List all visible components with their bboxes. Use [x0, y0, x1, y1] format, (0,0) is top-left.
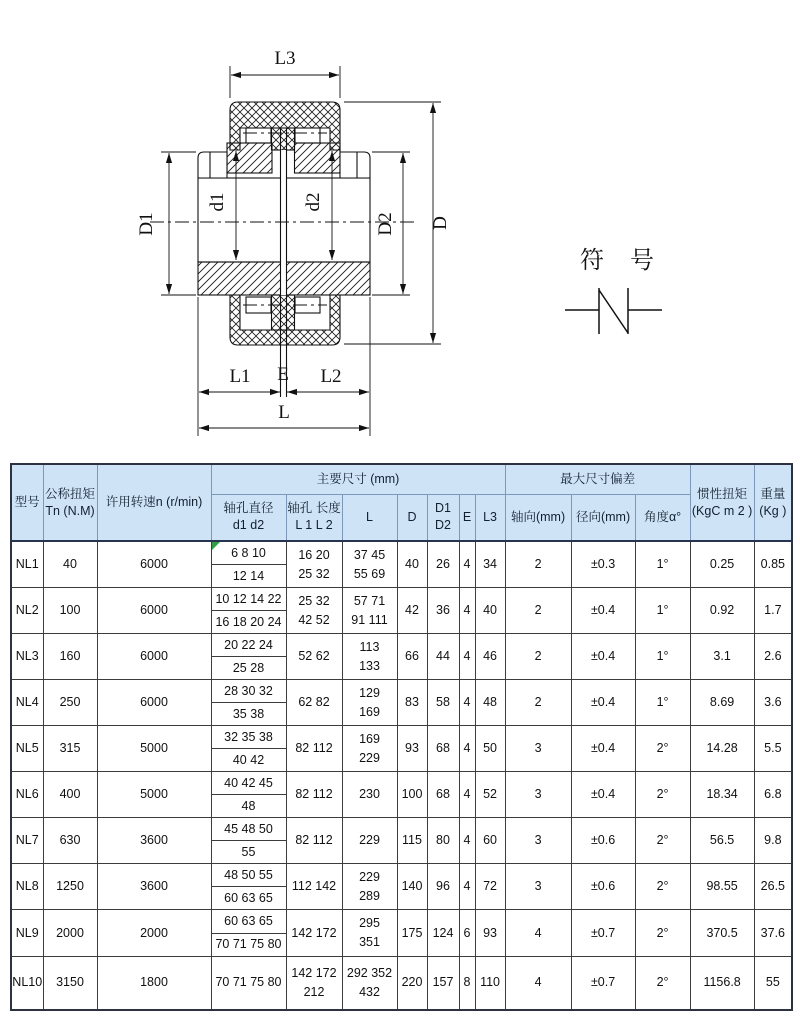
- col-header-torque-line2: Tn (N.M): [45, 503, 95, 518]
- bore-line-1: 28 30 32: [212, 680, 286, 703]
- cell-angle: 1°: [635, 634, 690, 680]
- L-line-2: 432: [359, 984, 380, 999]
- cell-L3: 60: [475, 818, 505, 864]
- cell-angle: 1°: [635, 588, 690, 634]
- cell-angle: 1°: [635, 680, 690, 726]
- cell-axial: 2: [505, 680, 571, 726]
- label-L3: L3: [274, 48, 296, 69]
- cell-torque: 250: [43, 680, 97, 726]
- cell-model: NL2: [11, 588, 43, 634]
- cell-radial: ±0.4: [571, 726, 635, 772]
- col-header-D: D: [397, 494, 427, 541]
- label-E: E: [277, 364, 289, 385]
- cell-bore-dia: [211, 772, 286, 818]
- bore-line-1: 60 63 65: [212, 911, 286, 934]
- L-line-2: 289: [359, 888, 380, 903]
- cell-torque: 1250: [43, 864, 97, 910]
- cell-bore-dia: [211, 818, 286, 864]
- cell-bore-len: 62 82: [286, 680, 342, 726]
- cell-D: 83: [397, 680, 427, 726]
- cell-E: 4: [459, 772, 475, 818]
- cell-speed: 6000: [97, 541, 211, 588]
- cell-weight: 6.8: [754, 772, 792, 818]
- bore-line-1: 20 22 24: [212, 634, 286, 657]
- cell-E: 4: [459, 634, 475, 680]
- bore-line-1: 32 35 38: [212, 726, 286, 749]
- col-header-angle: 角度α°: [635, 494, 690, 541]
- symbol-glyph: [565, 288, 662, 334]
- cell-axial: 2: [505, 541, 571, 588]
- col-header-E: E: [459, 494, 475, 541]
- cell-speed: 2000: [97, 910, 211, 957]
- cell-D1-D2: 58: [427, 680, 459, 726]
- cell-bore-len: [286, 957, 342, 1010]
- cell-torque: 630: [43, 818, 97, 864]
- cell-inertia: 98.55: [690, 864, 754, 910]
- table-row: [11, 541, 792, 588]
- cell-L: [342, 680, 397, 726]
- cell-weight: 55: [754, 957, 792, 1010]
- table-row: [11, 680, 792, 726]
- cell-bore-dia: [211, 541, 286, 588]
- cell-radial: ±0.6: [571, 864, 635, 910]
- cell-bore-len: 52 62: [286, 634, 342, 680]
- bore-line-1: 40 42 45: [212, 772, 286, 795]
- cell-E: 4: [459, 680, 475, 726]
- label-L: L: [278, 402, 290, 423]
- cell-axial: 3: [505, 864, 571, 910]
- cell-axial: 3: [505, 772, 571, 818]
- cell-model: NL7: [11, 818, 43, 864]
- cell-L3: 48: [475, 680, 505, 726]
- cell-speed: 3600: [97, 864, 211, 910]
- cell-axial: 4: [505, 957, 571, 1010]
- cell-weight: 3.6: [754, 680, 792, 726]
- bore-line-1: 6 8 10: [212, 542, 286, 565]
- cell-radial: ±0.4: [571, 680, 635, 726]
- col-header-bore-dia: [211, 494, 286, 541]
- col-header-speed: 许用转速n (r/min): [97, 464, 211, 541]
- bore-line-2: 70 71 75 80: [215, 937, 282, 951]
- cell-D: 66: [397, 634, 427, 680]
- cell-angle: 2°: [635, 772, 690, 818]
- spec-table: [10, 463, 793, 1011]
- cell-model: NL9: [11, 910, 43, 957]
- table-row: [11, 910, 792, 957]
- cell-inertia: 14.28: [690, 726, 754, 772]
- col-header-torque-line1: 公称扭矩: [44, 486, 95, 501]
- cell-L: [342, 634, 397, 680]
- cell-inertia: 370.5: [690, 910, 754, 957]
- cell-E: 4: [459, 588, 475, 634]
- cell-D1-D2: 68: [427, 772, 459, 818]
- L-line-1: 113: [359, 639, 380, 654]
- bore-line-1: 48 50 55: [212, 864, 286, 887]
- cell-D1-D2: 96: [427, 864, 459, 910]
- cell-model: NL10: [11, 957, 43, 1010]
- cell-L: [342, 864, 397, 910]
- bore-line-2: 55: [241, 844, 256, 859]
- bore-line-2: 12 14: [232, 568, 265, 583]
- cell-E: 4: [459, 541, 475, 588]
- cell-L3: 110: [475, 957, 505, 1010]
- group-header-main-dims: 主要尺寸 (mm): [211, 464, 505, 494]
- cell-bore-dia: [211, 726, 286, 772]
- col-header-L: L: [342, 494, 397, 541]
- cell-D: 140: [397, 864, 427, 910]
- cell-speed: 5000: [97, 726, 211, 772]
- bore-line-1: 45 48 50: [212, 818, 286, 841]
- cell-L: [342, 910, 397, 957]
- cell-inertia: 8.69: [690, 680, 754, 726]
- cell-model: NL3: [11, 634, 43, 680]
- cell-D: 40: [397, 541, 427, 588]
- bore-line-1: 10 12 14 22: [212, 588, 286, 611]
- cell-radial: ±0.3: [571, 541, 635, 588]
- table-row: [11, 818, 792, 864]
- cell-weight: 37.6: [754, 910, 792, 957]
- cell-D1-D2: 36: [427, 588, 459, 634]
- cell-L: 229: [342, 818, 397, 864]
- label-D: D: [430, 216, 451, 230]
- cell-speed: 6000: [97, 680, 211, 726]
- cell-weight: 5.5: [754, 726, 792, 772]
- col-header-bore-len: [286, 494, 342, 541]
- cell-bore-len: 82 112: [286, 726, 342, 772]
- bore-len-line-1: 142 172: [291, 965, 337, 980]
- cell-inertia: 0.25: [690, 541, 754, 588]
- cell-D1-D2: 68: [427, 726, 459, 772]
- cell-D: 93: [397, 726, 427, 772]
- cell-angle: 2°: [635, 726, 690, 772]
- cell-model: NL5: [11, 726, 43, 772]
- table-row: [11, 726, 792, 772]
- cell-bore-dia: [211, 910, 286, 957]
- bore-line-2: 25 28: [232, 660, 265, 675]
- cell-model: NL6: [11, 772, 43, 818]
- cell-bore-len: 82 112: [286, 772, 342, 818]
- cell-L: [342, 541, 397, 588]
- col-header-weight-line1: 重量: [760, 486, 786, 501]
- cell-angle: 2°: [635, 864, 690, 910]
- cell-axial: 2: [505, 634, 571, 680]
- L-line-1: 229: [359, 869, 380, 884]
- cell-bore-len: 112 142: [286, 864, 342, 910]
- cell-inertia: 1156.8: [690, 957, 754, 1010]
- cell-L: [342, 588, 397, 634]
- bore-len-line-2: 212: [303, 984, 325, 999]
- symbol-title: 符 号: [580, 248, 664, 274]
- label-D1: D1: [136, 212, 157, 236]
- cell-D1-D2: 157: [427, 957, 459, 1010]
- label-L1: L1: [229, 366, 251, 387]
- cell-radial: ±0.4: [571, 634, 635, 680]
- cell-weight: 2.6: [754, 634, 792, 680]
- col-header-model: 型号: [11, 464, 43, 541]
- cell-angle: 2°: [635, 957, 690, 1010]
- cell-D1-D2: 124: [427, 910, 459, 957]
- cell-torque: 100: [43, 588, 97, 634]
- bore-len-line-1: 25 32: [298, 593, 330, 608]
- cell-axial: 3: [505, 818, 571, 864]
- cell-E: 4: [459, 726, 475, 772]
- bore-line-2: 60 63 65: [224, 890, 273, 905]
- col-header-bore-dia-line2: d1 d2: [232, 518, 265, 533]
- cell-speed: 6000: [97, 634, 211, 680]
- cell-bore-len: 142 172: [286, 910, 342, 957]
- col-header-weight: [754, 464, 792, 541]
- cell-L: [342, 726, 397, 772]
- cell-model: NL1: [11, 541, 43, 588]
- bore-len-line-2: 25 32: [298, 566, 330, 581]
- cell-speed: 1800: [97, 957, 211, 1010]
- label-d2: d2: [303, 192, 324, 212]
- bore-line-2: 16 18 20 24: [215, 614, 282, 629]
- cell-D1-D2: 44: [427, 634, 459, 680]
- cell-D: 220: [397, 957, 427, 1010]
- bore-line-2: 48: [241, 798, 256, 813]
- cell-E: 8: [459, 957, 475, 1010]
- cell-torque: 2000: [43, 910, 97, 957]
- col-header-inertia-line2: (KgC m 2 ): [691, 503, 753, 518]
- L-line-1: 295: [359, 916, 380, 930]
- cell-radial: ±0.7: [571, 957, 635, 1010]
- L-line-2: 169: [359, 704, 380, 719]
- cell-torque: 160: [43, 634, 97, 680]
- cell-speed: 5000: [97, 772, 211, 818]
- coupling-symbol: [565, 247, 664, 334]
- col-header-radial: 径向(mm): [571, 494, 635, 541]
- group-header-max-deviation: 最大尺寸偏差: [505, 464, 690, 494]
- label-D2: D2: [375, 212, 396, 236]
- L-line-2: 55 69: [353, 566, 386, 581]
- cell-torque: 40: [43, 541, 97, 588]
- cell-D: 115: [397, 818, 427, 864]
- L-line-2: 91 111: [351, 612, 388, 627]
- bore-len-line-1: 16 20: [298, 547, 330, 562]
- L-line-1: 37 45: [353, 547, 386, 562]
- col-header-bore-dia-line1: 轴孔直径: [223, 501, 274, 516]
- L-line-1: 169: [359, 731, 380, 746]
- col-header-inertia: [690, 464, 754, 541]
- cell-bore-dia: [211, 634, 286, 680]
- cell-bore-len: [286, 541, 342, 588]
- cell-L3: 34: [475, 541, 505, 588]
- cell-radial: ±0.4: [571, 588, 635, 634]
- L-line-2: 229: [359, 750, 380, 765]
- cell-E: 6: [459, 910, 475, 957]
- cell-torque: 3150: [43, 957, 97, 1010]
- cell-inertia: 3.1: [690, 634, 754, 680]
- col-header-D2: D2: [435, 518, 451, 533]
- cell-L: 230: [342, 772, 397, 818]
- cell-inertia: 18.34: [690, 772, 754, 818]
- col-header-bore-len-line1: 轴孔 长度: [287, 501, 341, 516]
- cell-weight: 1.7: [754, 588, 792, 634]
- shaft-gap: [281, 128, 287, 397]
- cell-weight: 0.85: [754, 541, 792, 588]
- cell-L3: 72: [475, 864, 505, 910]
- table-row: [11, 634, 792, 680]
- col-header-inertia-line1: 惯性扭矩: [697, 486, 748, 501]
- cell-D: 175: [397, 910, 427, 957]
- cell-L3: 46: [475, 634, 505, 680]
- cell-angle: 2°: [635, 818, 690, 864]
- col-header-D1: D1: [435, 501, 451, 516]
- L-line-2: 133: [359, 658, 380, 673]
- cell-axial: 4: [505, 910, 571, 957]
- col-header-axial: 轴向(mm): [505, 494, 571, 541]
- cell-E: 4: [459, 818, 475, 864]
- cell-L3: 40: [475, 588, 505, 634]
- col-header-torque: [43, 464, 97, 541]
- cell-L3: 93: [475, 910, 505, 957]
- L-line-1: 57 71: [353, 593, 386, 608]
- cell-radial: ±0.6: [571, 818, 635, 864]
- cell-bore-len: [286, 588, 342, 634]
- cell-corner-marker: [212, 542, 220, 550]
- cell-L3: 50: [475, 726, 505, 772]
- cell-weight: 9.8: [754, 818, 792, 864]
- cell-D: 100: [397, 772, 427, 818]
- cell-bore-dia: [211, 680, 286, 726]
- cell-radial: ±0.7: [571, 910, 635, 957]
- bore-len-line-2: 42 52: [298, 612, 330, 627]
- table-row: [11, 957, 792, 1010]
- cell-bore-len: 82 112: [286, 818, 342, 864]
- cell-weight: 26.5: [754, 864, 792, 910]
- cell-bore-dia: 70 71 75 80: [211, 957, 286, 1010]
- bore-line-2: 35 38: [232, 706, 265, 721]
- L-line-1: 129: [359, 685, 380, 700]
- table-row: [11, 864, 792, 910]
- table-row: [11, 588, 792, 634]
- cell-speed: 3600: [97, 818, 211, 864]
- L-line-1: 292 352: [346, 965, 393, 980]
- table-row: [11, 772, 792, 818]
- col-header-L3: L3: [475, 494, 505, 541]
- cell-torque: 315: [43, 726, 97, 772]
- cell-axial: 2: [505, 588, 571, 634]
- cell-speed: 6000: [97, 588, 211, 634]
- L-line-2: 351: [359, 935, 380, 949]
- cell-L3: 52: [475, 772, 505, 818]
- cell-inertia: 0.92: [690, 588, 754, 634]
- cell-torque: 400: [43, 772, 97, 818]
- label-L2: L2: [320, 366, 342, 387]
- cell-inertia: 56.5: [690, 818, 754, 864]
- col-header-D1-D2: [427, 494, 459, 541]
- cell-L: [342, 957, 397, 1010]
- label-d1: d1: [207, 192, 228, 212]
- col-header-weight-line2: (Kg ): [759, 503, 787, 518]
- cell-radial: ±0.4: [571, 772, 635, 818]
- cell-E: 4: [459, 864, 475, 910]
- bore-line-2: 40 42: [232, 752, 265, 767]
- cell-axial: 3: [505, 726, 571, 772]
- col-header-bore-len-line2: L 1 L 2: [295, 518, 333, 533]
- cell-bore-dia: [211, 588, 286, 634]
- cell-D: 42: [397, 588, 427, 634]
- cell-D1-D2: 80: [427, 818, 459, 864]
- cell-model: NL4: [11, 680, 43, 726]
- cell-D1-D2: 26: [427, 541, 459, 588]
- cell-bore-dia: [211, 864, 286, 910]
- cell-angle: 1°: [635, 541, 690, 588]
- coupling-section-drawing: [0, 0, 800, 463]
- cell-model: NL8: [11, 864, 43, 910]
- cell-angle: 2°: [635, 910, 690, 957]
